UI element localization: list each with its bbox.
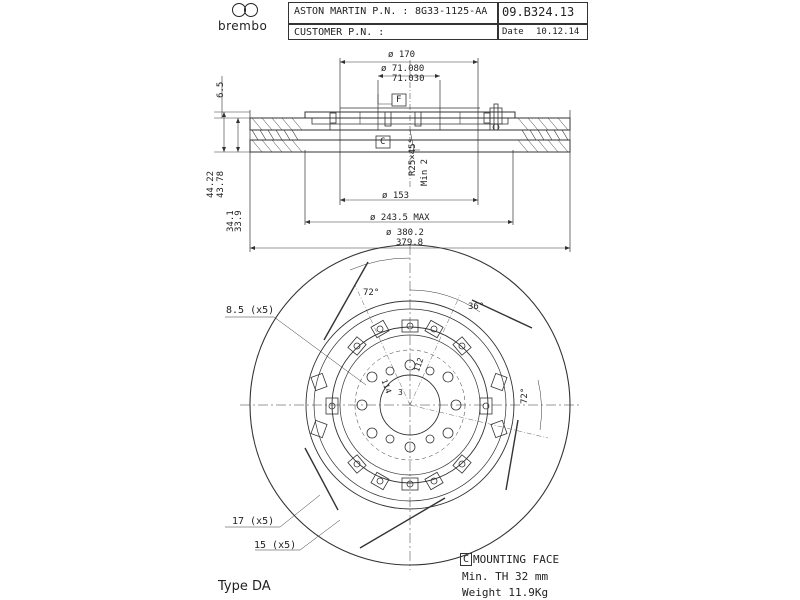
mounting-face-marker-letter: C <box>462 554 470 565</box>
angle-72-top: 72° <box>363 288 380 298</box>
part-number: 09.B324.13 <box>502 5 575 19</box>
dim-chamfer-min: Min 2 <box>420 158 430 186</box>
manufacturer-pn-label: ASTON MARTIN P.N. : <box>294 6 409 17</box>
weight-note: Weight 11.9Kg <box>462 586 549 599</box>
dim-d71-030: 71.030 <box>392 74 425 84</box>
min-thickness-note: Min. TH 32 mm <box>462 570 549 583</box>
mounting-face-note: MOUNTING FACE <box>473 553 560 566</box>
dim-h43-78: 43.78 <box>216 170 226 198</box>
dim-h44-22: 44.22 <box>206 170 216 198</box>
customer-pn-label: CUSTOMER P.N. : <box>294 27 385 38</box>
dim-d380-2: ø 380.2 <box>386 228 424 238</box>
brand-name: brembo <box>218 19 268 33</box>
slot-15-callout: 15 (x5) <box>254 540 297 551</box>
mounting-face-marker <box>460 553 472 566</box>
dim-d71-080: ø 71.080 <box>381 64 425 74</box>
pcd-114-label: 114 <box>379 378 393 395</box>
date-label: Date <box>502 27 524 37</box>
date-value: 10.12.14 <box>536 27 580 37</box>
dim-h6-5: 6.5 <box>216 81 226 98</box>
dim-d243: ø 243.5 MAX <box>370 213 430 223</box>
datum-c-label: C <box>380 137 386 147</box>
dim-h33-9: 33.9 <box>234 210 244 232</box>
slot-17-callout: 17 (x5) <box>232 516 275 527</box>
angle-36: 36° <box>468 302 485 312</box>
manufacturer-pn: 8G33-1125-AA <box>415 6 488 17</box>
type-label: Type DA <box>218 579 271 594</box>
angle-72-right: 72° <box>520 387 530 404</box>
datum-f-label: F <box>396 95 402 105</box>
pcd-112-label: 112 <box>412 356 426 374</box>
dim-d379-8: 379.8 <box>396 238 424 248</box>
pcd-3-label: 3 <box>398 388 403 397</box>
dim-d170: ø 170 <box>388 50 416 60</box>
holes-small-callout: 8.5 (x5) <box>226 305 275 316</box>
dim-h34-1: 34.1 <box>226 210 236 232</box>
front-view <box>225 245 580 570</box>
dim-chamfer: R25×45° <box>408 138 418 176</box>
dim-d153: ø 153 <box>382 191 410 201</box>
bolt-holes <box>357 360 461 452</box>
